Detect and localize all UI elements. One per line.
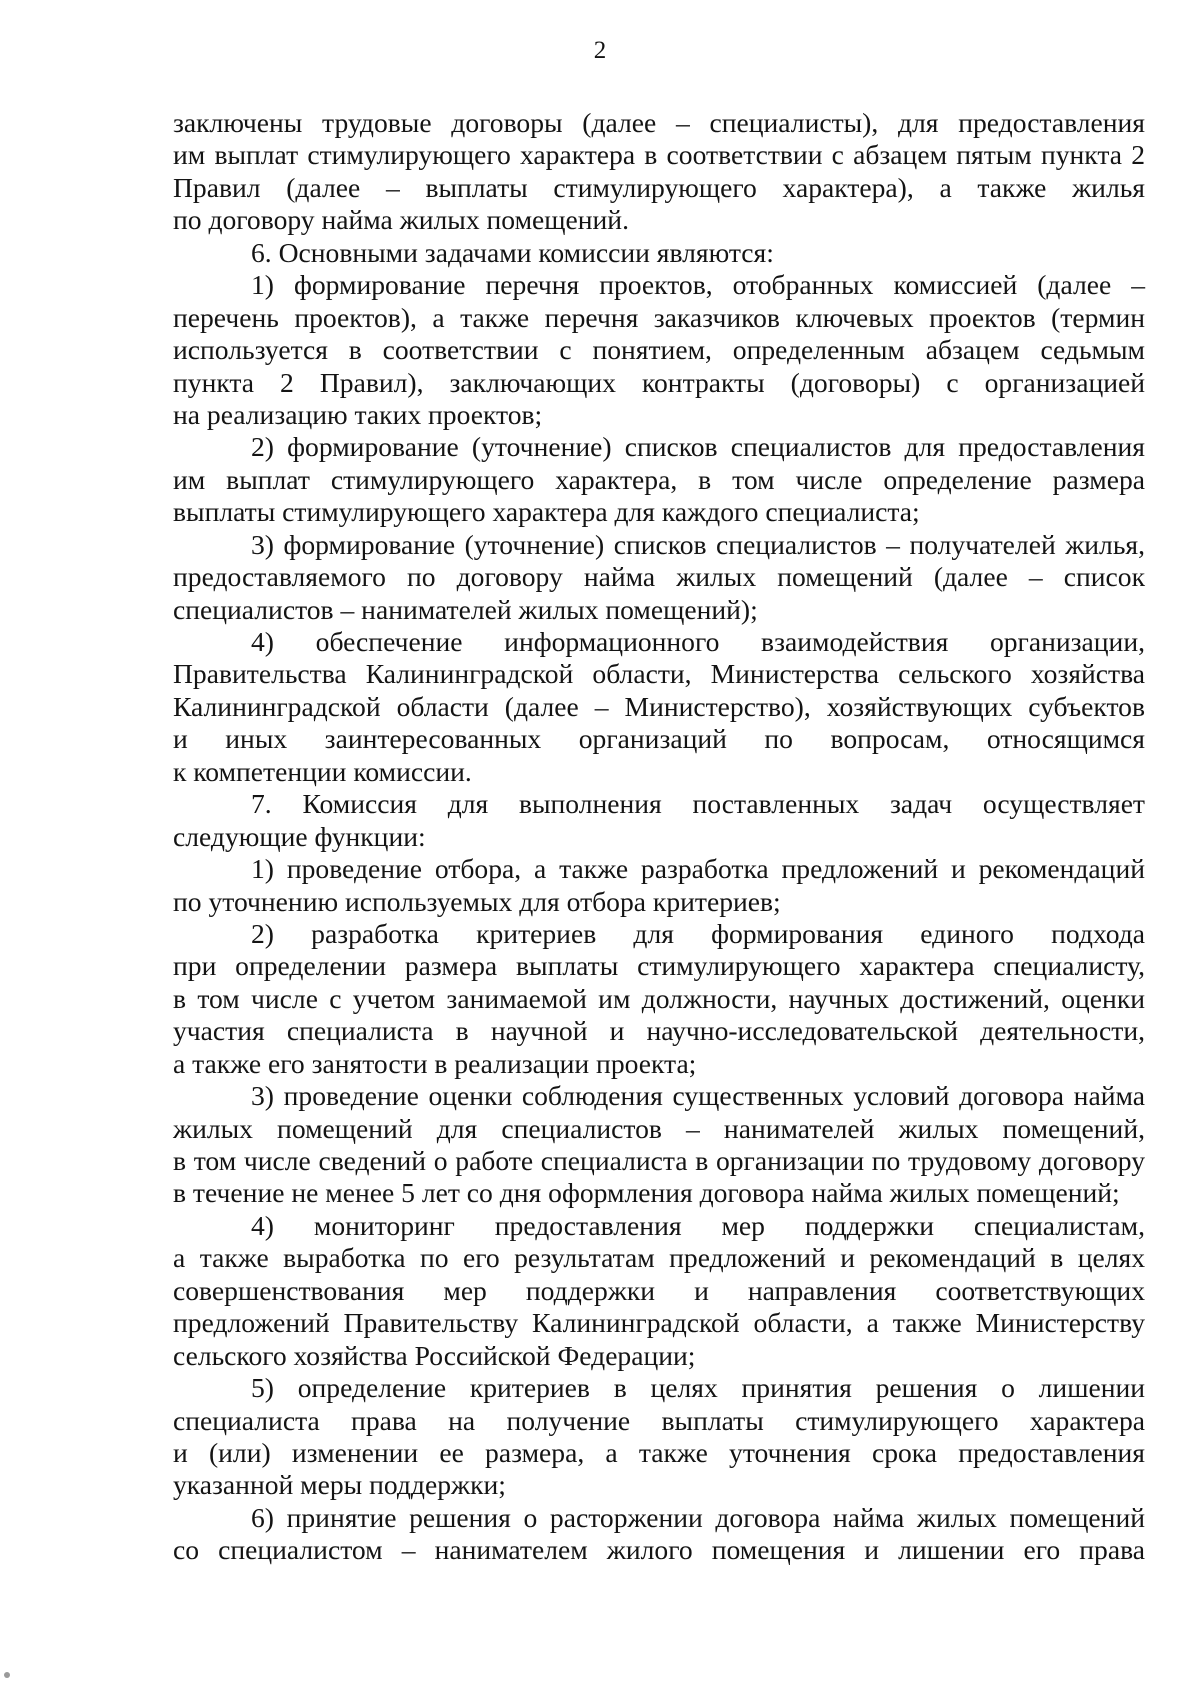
text-line: специалиста права на получение выплаты стимулирующего характера [173,1404,1145,1436]
text-line: а также выработка по его результатам предложений и рекомендаций в целях [173,1242,1145,1274]
text-line: сельского хозяйства Российской Федерации; [173,1339,696,1371]
document-body [173,107,1145,1567]
text-line: перечень проектов), а также перечня заказчиков ключевых проектов (термин [173,301,1145,333]
text-line: 3) формирование (уточнение) списков специалистов – получателей жилья, [251,528,1145,560]
text-line: участия специалиста в научной и научно-исследовательской деятельности, [173,1015,1145,1047]
text-line: по договору найма жилых помещений. [173,204,629,236]
text-line: указанной меры поддержки; [173,1469,506,1501]
text-line: 6. Основными задачами комиссии являются: [251,236,774,268]
text-line: со специалистом – нанимателем жилого помещения и лишении его права [173,1534,1145,1566]
text-line: к компетенции комиссии. [173,755,472,787]
text-line: им выплат стимулирующего характера в соответствии с абзацем пятым пункта 2 [173,139,1145,171]
text-line: по уточнению используемых для отбора критериев; [173,885,781,917]
scan-artifact-dot [4,1672,10,1678]
text-line: в течение не менее 5 лет со дня оформления договора найма жилых помещений; [173,1177,1120,1209]
text-line: пункта 2 Правил), заключающих контракты (договоры) с организацией [173,366,1145,398]
text-line: используется в соответствии с понятием, определенным абзацем седьмым [173,334,1145,366]
text-line: а также его занятости в реализации проекта; [173,1047,697,1079]
text-line: заключены трудовые договоры (далее – специалисты), для предоставления [173,107,1145,138]
text-line: 2) разработка критериев для формирования единого подхода [251,917,1145,949]
text-line: специалистов – нанимателей жилых помещений); [173,593,758,625]
text-line: в том числе с учетом занимаемой им должности, научных достижений, оценки [173,982,1145,1014]
text-line: предоставляемого по договору найма жилых помещений (далее – список [173,561,1145,593]
text-line: в том числе сведений о работе специалиста в организации по трудовому договору [173,1145,1145,1176]
text-line: предложений Правительству Калининградской области, а также Министерству [173,1307,1145,1339]
text-line: 6) принятие решения о расторжении договора найма жилых помещений [251,1501,1145,1533]
text-line: им выплат стимулирующего характера, в том числе определение размера [173,463,1145,495]
text-line: совершенствования мер поддержки и направления соответствующих [173,1274,1145,1306]
text-line: на реализацию таких проектов; [173,398,543,430]
text-line: жилых помещений для специалистов – нанимателей жилых помещений, [173,1112,1145,1144]
page-number: 2 [593,37,607,64]
text-line: 5) определение критериев в целях принятия решения о лишении [251,1372,1145,1404]
text-line: Правительства Калининградской области, Министерства сельского хозяйства [173,658,1145,690]
text-line: 1) проведение отбора, а также разработка предложений и рекомендаций [251,853,1145,885]
text-line: следующие функции: [173,820,426,852]
text-line: при определении размера выплаты стимулирующего характера специалисту, [173,950,1145,982]
text-line: 4) обеспечение информационного взаимодействия организации, [251,626,1145,657]
text-line: 7. Комиссия для выполнения поставленных задач осуществляет [251,788,1145,820]
text-line: 1) формирование перечня проектов, отобранных комиссией (далее – [251,269,1145,301]
text-line: Калининградской области (далее – Министерство), хозяйствующих субъектов [173,690,1145,722]
text-line: Правил (далее – выплаты стимулирующего характера), а также жилья [173,171,1145,203]
text-line: и иных заинтересованных организаций по вопросам, относящимся [173,723,1145,755]
text-line: выплаты стимулирующего характера для каждого специалиста; [173,496,920,528]
text-line: и (или) изменении ее размера, а также уточнения срока предоставления [173,1436,1145,1468]
text-line: 2) формирование (уточнение) списков специалистов для предоставления [251,431,1145,463]
text-line: 3) проведение оценки соблюдения существенных условий договора найма [251,1080,1145,1112]
text-line: 4) мониторинг предоставления мер поддержки специалистам, [251,1209,1145,1241]
